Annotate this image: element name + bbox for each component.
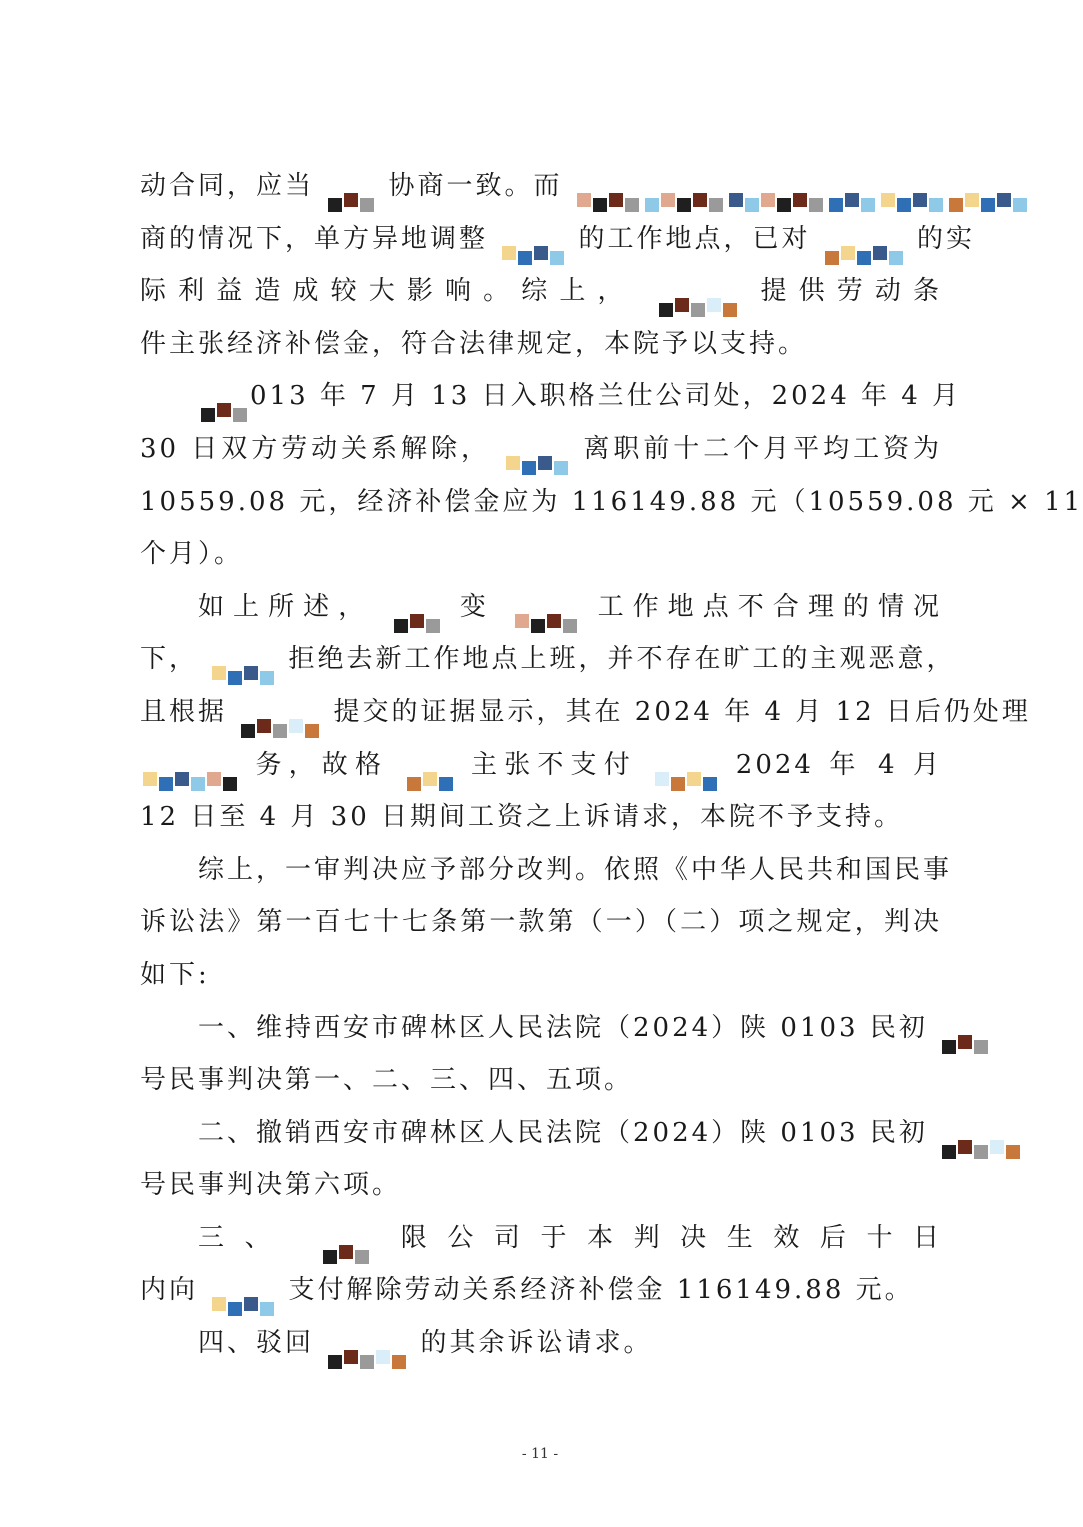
redaction-mosaic — [211, 649, 275, 671]
text-segment: 四、驳回 — [198, 1328, 326, 1359]
redaction-mosaic — [501, 229, 565, 251]
text-segment: 013 年 7 月 13 日入职格兰仕公司处，2024 年 4 月 — [250, 381, 962, 412]
redaction-mosaic — [505, 439, 569, 461]
redaction-mosaic — [658, 281, 738, 303]
text-line: 号民事判决第一、二、三、四、五项。 — [140, 1065, 634, 1096]
text-segment: 的实 — [905, 223, 976, 254]
text-segment: 二、撤销西安市碑林区人民法院（2024）陕 0103 民初 — [198, 1117, 940, 1148]
redaction-mosaic — [142, 755, 238, 777]
redaction-mosaic — [327, 176, 375, 198]
redaction-mosaic — [514, 597, 578, 619]
text-line — [140, 213, 976, 266]
text-segment: 且根据 — [140, 696, 239, 727]
text-segment: 30 日双方劳动关系解除， — [140, 433, 504, 464]
text-line: 综上，一审判决应予部分改判。依照《中华人民共和国民事 — [198, 854, 953, 885]
redaction-mosaic — [880, 176, 944, 198]
text-segment: 2024 年 4 月 — [720, 749, 943, 780]
text-line: 个月）。 — [140, 539, 244, 570]
text-segment: 下， — [140, 644, 210, 675]
text-segment: 变 — [442, 591, 513, 622]
text-segment: 工作地点不合理的情况 — [580, 591, 943, 622]
redaction-mosaic — [200, 386, 248, 408]
text-line: 12 日至 4 月 30 日期间工资之上诉请求，本院不予支持。 — [140, 802, 904, 833]
text-line — [140, 633, 956, 686]
redaction-mosaic — [728, 176, 824, 198]
text-line — [140, 1002, 942, 1055]
text-line: 10559.08 元，经济补偿金应为 116149.88 元（10559.08 元 × 11 — [140, 486, 1083, 517]
text-line — [140, 581, 942, 634]
text-segment: 拒绝去新工作地点上班，并不存在旷工的主观恶意， — [277, 644, 956, 675]
page-number: - 11 - — [521, 1446, 559, 1462]
text-segment: 一、维持西安市碑林区人民法院（2024）陕 0103 民初 — [198, 1012, 940, 1043]
text-line: 件主张经济补偿金，符合法律规定，本院予以支持。 — [140, 328, 808, 359]
redaction-mosaic — [948, 176, 1028, 198]
text-segment: 务，故格 — [240, 749, 404, 780]
text-line — [140, 1264, 942, 1317]
text-line — [140, 686, 1031, 739]
redaction-mosaic — [406, 755, 454, 777]
text-segment: 动合同，应当 — [140, 171, 326, 201]
text-segment: 提供劳动条 — [740, 276, 943, 307]
text-segment: 三、 — [198, 1222, 320, 1253]
text-segment: 际利益造成较大影响。综上， — [140, 276, 657, 307]
redaction-mosaic — [824, 229, 904, 251]
text-segment: 提交的证据显示，其在 2024 年 4 月 12 日后仍处理 — [322, 696, 1031, 727]
redaction-mosaic — [828, 176, 876, 198]
text-line — [140, 1107, 942, 1160]
redaction-mosaic — [393, 597, 441, 619]
text-line — [140, 265, 942, 318]
text-segment: 的其余诉讼请求。 — [409, 1328, 653, 1359]
text-segment: 主张不支付 — [455, 749, 653, 780]
text-segment: 如上所述， — [198, 591, 391, 622]
text-line — [140, 1317, 942, 1370]
redaction-mosaic — [941, 1123, 1021, 1145]
text-segment: 支付解除劳动关系经济补偿金 116149.88 元。 — [277, 1275, 914, 1306]
text-segment: 限公司于本判决生效后十日 — [371, 1222, 943, 1253]
text-line — [140, 370, 962, 423]
text-line: 诉讼法》第一百七十七条第一款第（一）（二）项之规定，判决 — [140, 907, 942, 938]
text-segment: 内向 — [140, 1275, 210, 1306]
redaction-mosaic — [322, 1228, 370, 1250]
text-line: 如下: — [140, 959, 210, 990]
redaction-mosaic — [240, 702, 320, 724]
redaction-mosaic — [941, 1018, 989, 1040]
text-line: 号民事判决第六项。 — [140, 1170, 402, 1201]
text-segment: 商的情况下，单方异地调整 — [140, 223, 500, 254]
text-segment: 协商一致。而 — [377, 171, 574, 201]
redaction-mosaic — [654, 755, 718, 777]
text-segment: 离职前十二个月平均工资为 — [571, 433, 942, 464]
redaction-mosaic — [576, 176, 640, 198]
text-line — [140, 739, 942, 792]
redaction-mosaic — [644, 176, 724, 198]
text-line — [140, 1212, 942, 1265]
redaction-mosaic — [211, 1280, 275, 1302]
redaction-mosaic — [327, 1333, 407, 1355]
judgment-body-text — [140, 160, 1083, 1370]
text-line — [140, 423, 942, 476]
text-line — [140, 160, 942, 213]
text-segment: 的工作地点，已对 — [567, 223, 822, 254]
